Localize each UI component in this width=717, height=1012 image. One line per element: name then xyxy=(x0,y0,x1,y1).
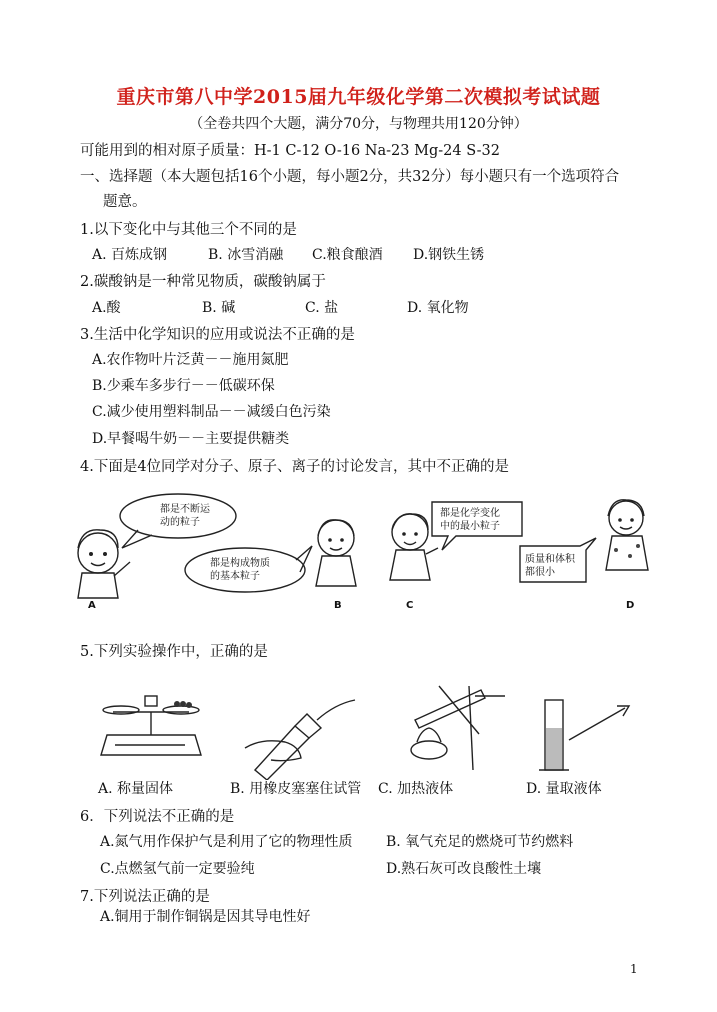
page-subtitle: （全卷共四个大题，满分70分，与物理共用120分钟） xyxy=(189,116,528,132)
question-1-stem: 1.以下变化中与其他三个不同的是 xyxy=(80,222,297,238)
q3-option-a: A.农作物叶片泛黄－－施用氮肥 xyxy=(92,352,289,368)
svg-text:都是构成物质: 都是构成物质 xyxy=(210,558,270,569)
q3-option-d: D.早餐喝牛奶－－主要提供糖类 xyxy=(92,431,290,447)
student-a-figure xyxy=(78,530,130,598)
q2-option-a: A.酸 xyxy=(92,300,121,316)
q2-option-d: D. 氧化物 xyxy=(407,300,469,316)
q7-option-a: A.铜用于制作铜锅是因其导电性好 xyxy=(100,909,311,925)
page-number: 1 xyxy=(630,962,638,976)
q4-illustration xyxy=(60,490,660,620)
page-title: 重庆市第八中学2015届九年级化学第二次模拟考试试题 xyxy=(116,86,601,108)
q6-option-d: D.熟石灰可改良酸性土壤 xyxy=(386,861,542,877)
svg-text:的基本粒子: 的基本粒子 xyxy=(210,571,260,582)
svg-text:都是不断运 xyxy=(160,502,211,515)
q5-caption-c: C. 加热液体 xyxy=(378,781,454,797)
student-b-figure xyxy=(316,520,356,586)
question-5-stem: 5.下列实验操作中，正确的是 xyxy=(80,644,268,660)
q5-caption-b: B. 用橡皮塞塞住试管 xyxy=(230,781,362,797)
svg-text:都是化学变化: 都是化学变化 xyxy=(440,508,500,519)
q1-option-a: A. 百炼成钢 xyxy=(92,247,168,263)
question-4-stem: 4.下面是4位同学对分子、原子、离子的讨论发言，其中不正确的是 xyxy=(80,459,510,475)
section-heading: 一、选择题（本大题包括16个小题，每小题2分，共32分）每小题只有一个选项符合 xyxy=(80,169,620,185)
question-2-stem: 2.碳酸钠是一种常见物质，碳酸钠属于 xyxy=(80,274,326,290)
svg-text:动的粒子 xyxy=(160,515,200,528)
label-c: C xyxy=(406,600,414,611)
q2-option-c: C. 盐 xyxy=(305,300,339,316)
atomic-masses: 可能用到的相对原子质量：H-1 C-12 O-16 Na-23 Mg-24 S-32 xyxy=(80,143,501,159)
label-a: A xyxy=(88,600,96,611)
q5-illustration xyxy=(85,680,645,780)
section-heading-cont: 题意。 xyxy=(103,194,147,210)
question-7-stem: 7.下列说法正确的是 xyxy=(80,889,210,905)
q1-option-c: C.粮食酿酒 xyxy=(312,247,383,263)
svg-text:都很小: 都很小 xyxy=(525,567,555,578)
q3-option-b: B.少乘车多步行－－低碳环保 xyxy=(92,378,275,394)
stopper-figure xyxy=(245,700,355,780)
q3-option-c: C.减少使用塑料制品－－减缓白色污染 xyxy=(92,404,331,420)
bubble-b xyxy=(185,548,305,592)
q2-option-b: B. 碱 xyxy=(202,300,236,316)
student-c-figure xyxy=(390,514,438,580)
cylinder-figure xyxy=(539,700,629,770)
svg-text:质量和体积: 质量和体积 xyxy=(525,554,575,565)
heating-figure xyxy=(411,686,505,770)
q1-option-b: B. 冰雪消融 xyxy=(208,247,284,263)
label-d: D xyxy=(626,600,635,611)
q6-option-b: B. 氧气充足的燃烧可节约燃料 xyxy=(386,834,574,850)
svg-text:中的最小粒子: 中的最小粒子 xyxy=(440,521,500,532)
label-b: B xyxy=(334,600,342,611)
q6-option-c: C.点燃氢气前一定要验纯 xyxy=(100,861,255,877)
q6-option-a: A.氮气用作保护气是利用了它的物理性质 xyxy=(100,834,353,850)
bubble-a-text-2: 动的粒子 xyxy=(160,517,200,528)
bubble-a-text-1: 都是不断运 xyxy=(160,504,210,515)
q5-caption-d: D. 量取液体 xyxy=(526,781,602,797)
q1-option-d: D.钢铁生锈 xyxy=(413,247,485,263)
q5-caption-a: A. 称量固体 xyxy=(98,781,174,797)
question-3-stem: 3.生活中化学知识的应用或说法不正确的是 xyxy=(80,327,355,343)
question-6-stem: 6．下列说法不正确的是 xyxy=(80,809,235,825)
student-d-figure xyxy=(606,500,648,570)
balance-figure xyxy=(101,696,201,755)
